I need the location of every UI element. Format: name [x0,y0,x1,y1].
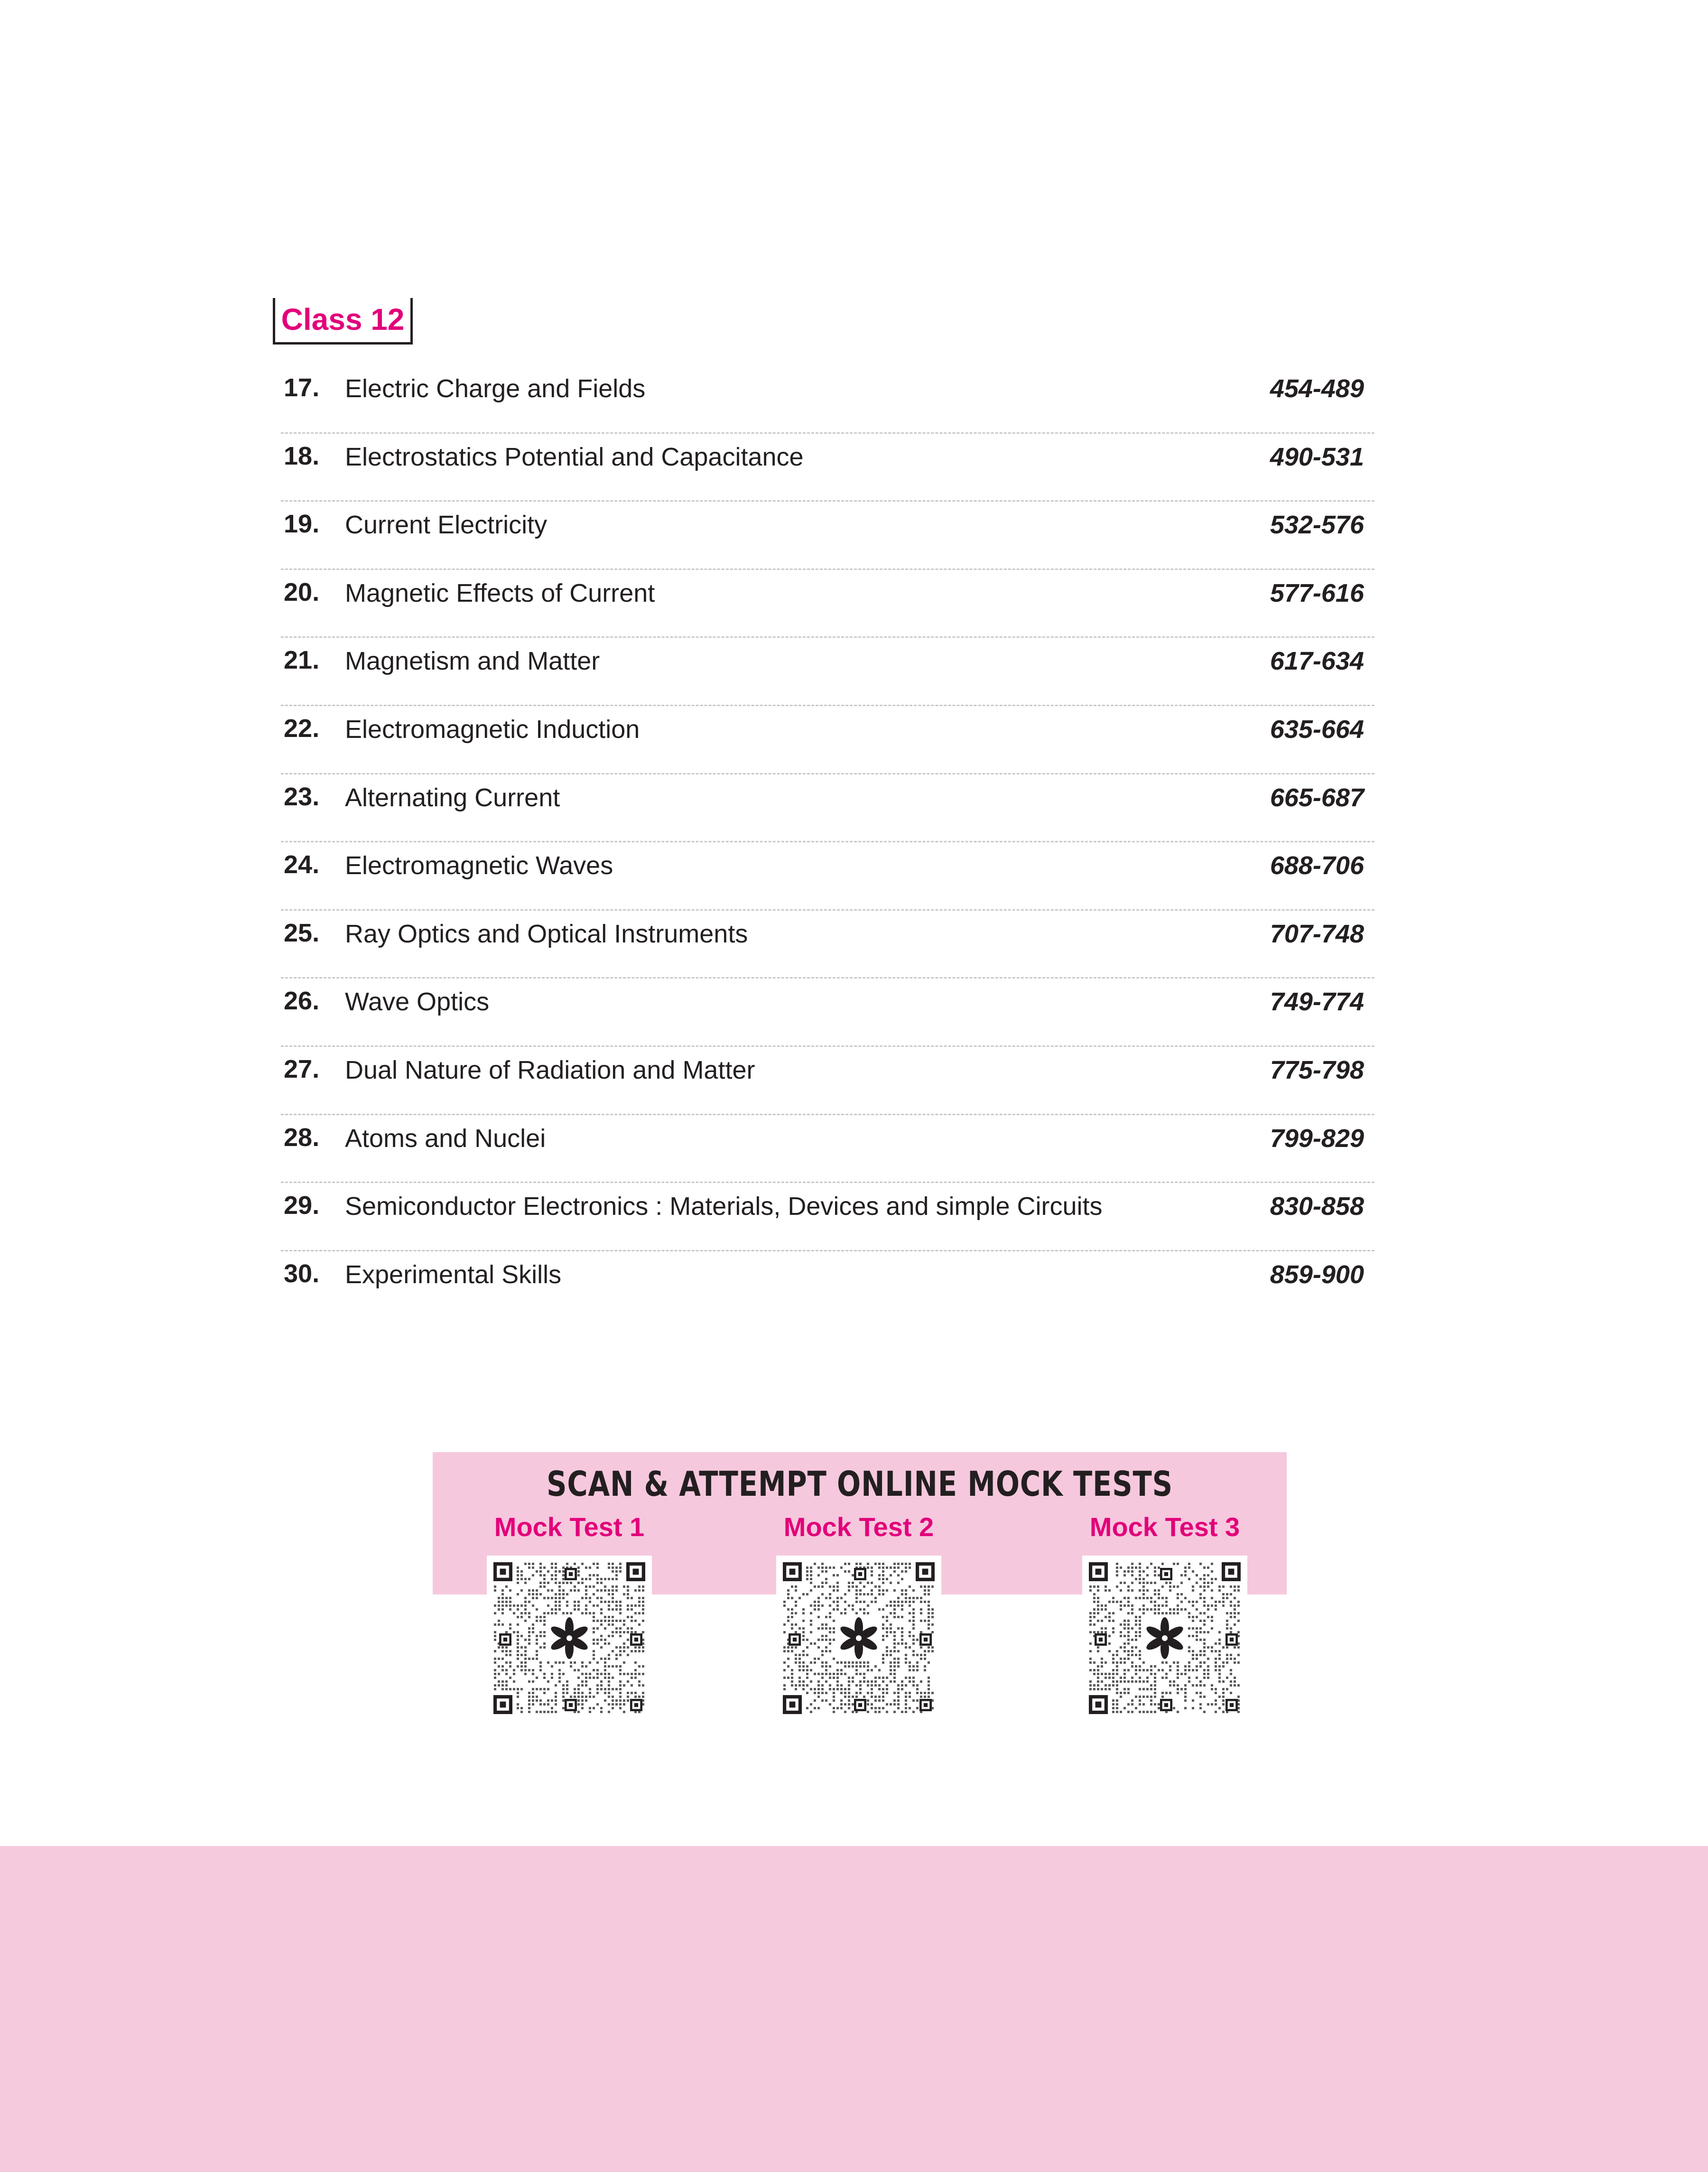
chapter-number: 26. [284,987,320,1016]
chapter-number: 28. [284,1123,320,1152]
qr-code-icon[interactable] [776,1556,941,1721]
toc-row[interactable] [281,365,1374,434]
chapter-pages: 859-900 [1270,1260,1364,1289]
toc-row[interactable] [281,434,1374,502]
chapter-pages: 454-489 [1270,374,1364,403]
mock-test-banner-title: SCAN & ATTEMPT ONLINE MOCK TESTS [547,1464,1173,1504]
chapter-title: Electromagnetic Waves [345,851,613,880]
mock-test-card[interactable] [773,1514,944,1721]
chapter-title: Ray Optics and Optical Instruments [345,919,748,948]
chapter-pages: 749-774 [1270,988,1364,1016]
toc-row[interactable] [281,911,1374,979]
chapter-pages: 617-634 [1270,647,1364,676]
chapter-pages: 490-531 [1270,442,1364,471]
chapter-title: Current Electricity [345,511,548,540]
chapter-pages: 775-798 [1270,1055,1364,1084]
chapter-number: 17. [284,373,320,402]
section-heading: Class 12 [273,298,413,345]
mock-test-card[interactable] [1079,1514,1250,1721]
chapter-title: Magnetism and Matter [345,647,600,676]
chapter-number: 20. [284,578,320,606]
chapter-pages: 577-616 [1270,578,1364,607]
chapter-pages: 635-664 [1270,715,1364,744]
chapter-title: Experimental Skills [345,1260,562,1289]
toc-row[interactable] [281,1183,1374,1251]
chapter-title: Wave Optics [345,988,490,1016]
toc-row[interactable] [281,774,1374,843]
qr-code-icon[interactable] [1082,1556,1247,1721]
chapter-pages: 688-706 [1270,851,1364,880]
chapter-number: 24. [284,850,320,879]
chapter-number: 30. [284,1259,320,1288]
chapter-number: 27. [284,1054,320,1083]
chapter-pages: 707-748 [1270,919,1364,948]
toc-row[interactable] [281,638,1374,706]
chapter-title: Electromagnetic Induction [345,715,640,744]
toc-row[interactable] [281,570,1374,638]
table-of-contents [281,365,1374,1319]
chapter-pages: 799-829 [1270,1124,1364,1153]
qr-code-graphic [493,1562,645,1714]
toc-row[interactable] [281,979,1374,1047]
mock-test-label: Mock Test 1 [494,1512,645,1542]
chapter-title: Dual Nature of Radiation and Matter [345,1055,755,1084]
chapter-title: Electrostatics Potential and Capacitance [345,442,804,471]
footer-band [0,1846,1708,2172]
chapter-number: 23. [284,782,320,811]
chapter-number: 29. [284,1191,320,1220]
chapter-title: Atoms and Nuclei [345,1124,546,1153]
qr-code-icon[interactable] [487,1556,652,1721]
chapter-title: Magnetic Effects of Current [345,578,655,607]
chapter-title: Semiconductor Electronics : Materials, Devices and simple Circuits [345,1192,1103,1221]
mock-test-label: Mock Test 3 [1089,1512,1240,1542]
mock-test-label: Mock Test 2 [783,1512,934,1542]
chapter-title: Alternating Current [345,783,560,812]
chapter-number: 19. [284,510,320,539]
toc-row[interactable] [281,706,1374,774]
chapter-number: 21. [284,646,320,675]
chapter-pages: 532-576 [1270,511,1364,540]
qr-code-graphic [1089,1562,1241,1714]
toc-row[interactable] [281,1047,1374,1115]
chapter-number: 25. [284,918,320,947]
chapter-number: 18. [284,441,320,470]
chapter-number: 22. [284,714,320,743]
chapter-pages: 830-858 [1270,1192,1364,1221]
toc-row[interactable] [281,502,1374,570]
chapter-pages: 665-687 [1270,783,1364,812]
chapter-title: Electric Charge and Fields [345,374,646,403]
toc-row[interactable] [281,1251,1374,1320]
toc-row[interactable] [281,842,1374,911]
mock-test-card[interactable] [484,1514,655,1721]
qr-code-graphic [783,1562,935,1714]
toc-row[interactable] [281,1115,1374,1184]
